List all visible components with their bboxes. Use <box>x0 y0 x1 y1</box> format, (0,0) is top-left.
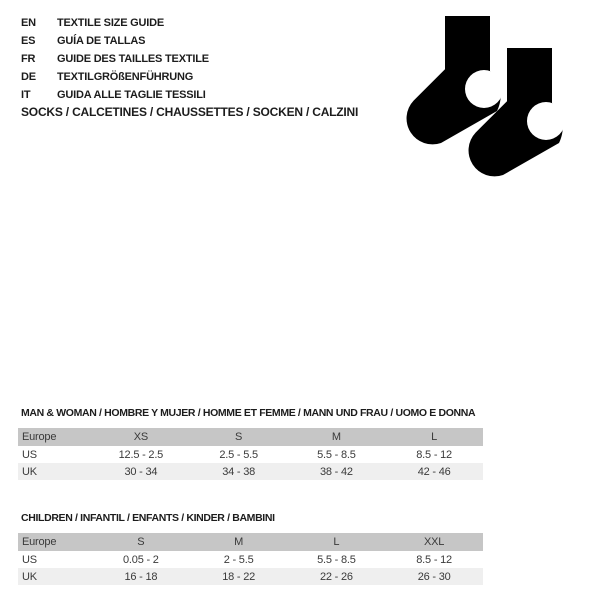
language-code: ES <box>21 35 36 47</box>
table-header-cell: XXL <box>424 536 445 548</box>
size-table-children <box>18 512 483 585</box>
language-row-de <box>21 68 209 86</box>
table-header-row <box>18 428 483 446</box>
size-table-adults <box>18 407 483 480</box>
table-header-cell: Europe <box>22 536 57 548</box>
table-cell: 8.5 - 12 <box>416 448 452 461</box>
table-title-adults: MAN & WOMAN / HOMBRE Y MUJER / HOMME ET FEMME / MANN UND FRAU / UOMO E DONNA <box>21 407 476 419</box>
language-row-en <box>21 14 209 32</box>
table-cell: 16 - 18 <box>124 570 158 583</box>
row-label: UK <box>22 570 37 583</box>
table-header-cell: L <box>333 536 340 548</box>
table-title-children: CHILDREN / INFANTIL / ENFANTS / KINDER / BAMBINI <box>21 512 275 524</box>
table-cell: 5.5 - 8.5 <box>317 448 356 461</box>
table-grid <box>18 428 483 480</box>
table-row-uk <box>18 568 483 585</box>
table-cell: 2 - 5.5 <box>223 553 254 566</box>
table-row-us <box>18 551 483 568</box>
language-label: TEXTILGRÖßENFÜHRUNG <box>57 71 194 83</box>
table-header-cell: XS <box>133 431 149 443</box>
table-cell: 22 - 26 <box>319 570 353 583</box>
language-list <box>21 14 209 104</box>
language-row-fr <box>21 50 209 68</box>
row-label: UK <box>22 465 37 478</box>
language-code: EN <box>21 17 36 29</box>
table-grid <box>18 533 483 585</box>
language-label: TEXTILE SIZE GUIDE <box>57 17 165 29</box>
table-header-cell: S <box>235 431 243 443</box>
language-row-es <box>21 32 209 50</box>
table-header-cell: M <box>331 431 341 443</box>
table-cell: 2.5 - 5.5 <box>219 448 258 461</box>
row-label: US <box>22 448 37 461</box>
language-code: IT <box>21 89 31 101</box>
table-cell: 38 - 42 <box>319 465 353 478</box>
socks-icon <box>405 13 570 181</box>
table-cell: 18 - 22 <box>222 570 256 583</box>
table-header-cell: L <box>431 431 438 443</box>
table-cell: 34 - 38 <box>222 465 256 478</box>
language-row-it <box>21 86 209 104</box>
language-label: GUÍA DE TALLAS <box>57 35 146 47</box>
table-header-cell: Europe <box>22 431 57 443</box>
table-row-us <box>18 446 483 463</box>
language-label: GUIDA ALLE TAGLIE TESSILI <box>57 89 206 101</box>
table-cell: 26 - 30 <box>417 570 451 583</box>
table-cell: 0.05 - 2 <box>123 553 159 566</box>
language-label: GUIDE DES TAILLES TEXTILE <box>57 53 209 65</box>
table-cell: 12.5 - 2.5 <box>118 448 164 461</box>
table-header-cell: S <box>137 536 145 548</box>
language-code: DE <box>21 71 36 83</box>
table-cell: 42 - 46 <box>417 465 451 478</box>
language-code: FR <box>21 53 36 65</box>
table-cell: 30 - 34 <box>124 465 158 478</box>
table-header-cell: M <box>234 536 244 548</box>
table-cell: 8.5 - 12 <box>416 553 452 566</box>
table-row-uk <box>18 463 483 480</box>
row-label: US <box>22 553 37 566</box>
table-cell: 5.5 - 8.5 <box>317 553 356 566</box>
category-title: SOCKS / CALCETINES / CHAUSSETTES / SOCKEN / CALZINI <box>21 105 359 119</box>
table-header-row <box>18 533 483 551</box>
